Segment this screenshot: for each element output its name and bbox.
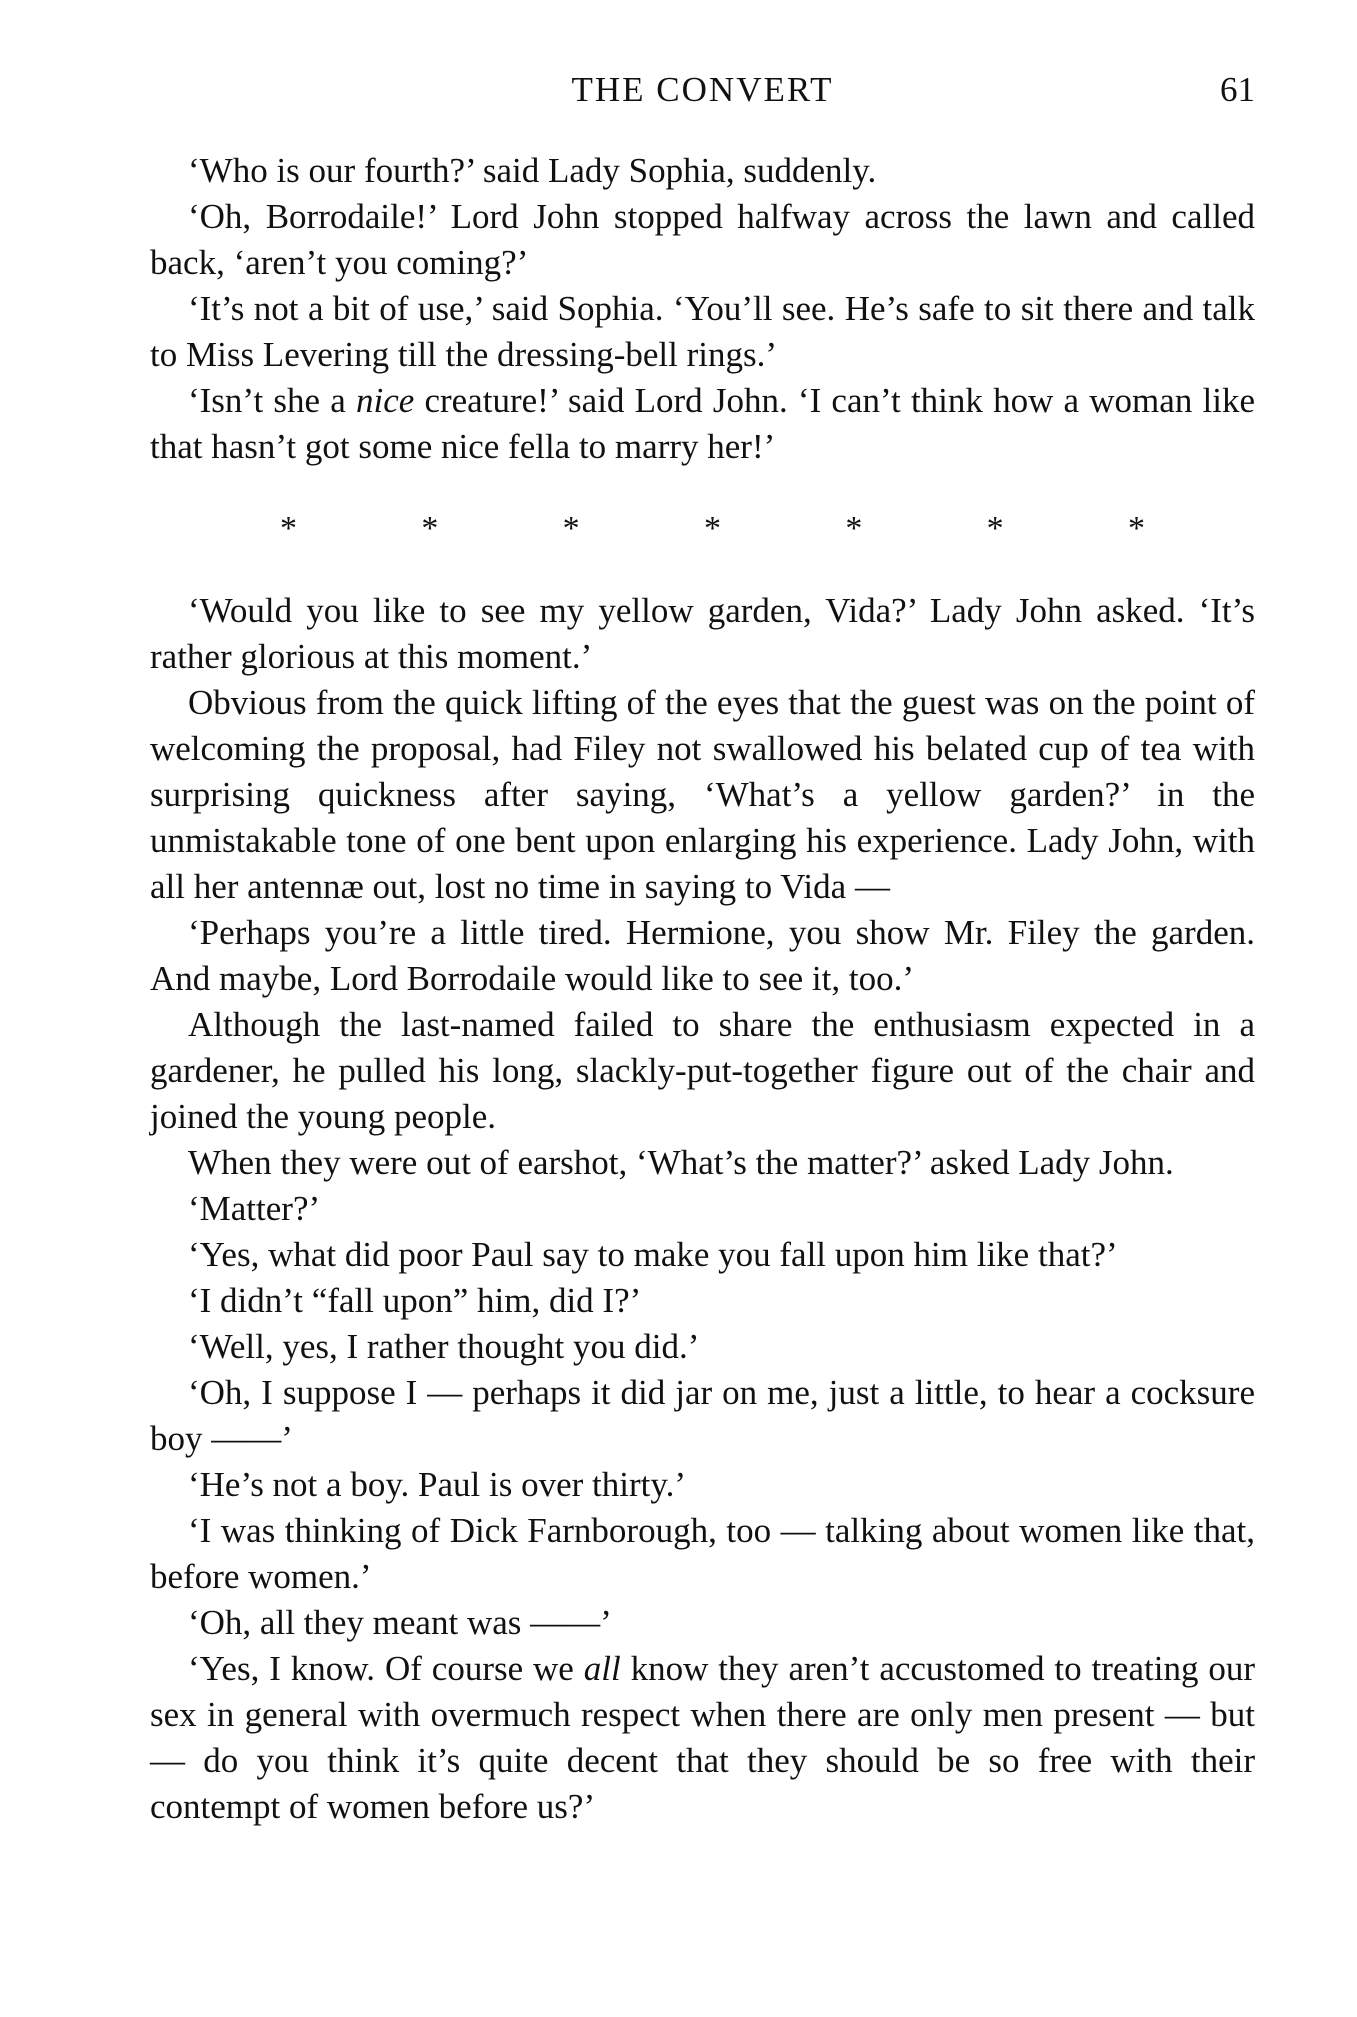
- paragraph-text: know they aren’t accustomed to treating our sex in general with overmuch respect when there are only men present — but — do you think it’s quite decent that they should be so free with their contempt of women before us?’: [150, 1649, 1256, 1826]
- asterisk: *: [986, 510, 1004, 547]
- paragraph: When they were out of earshot, ‘What’s the matter?’ asked Lady John.: [188, 1143, 1174, 1182]
- paragraph: ‘It’s not a bit of use,’ said Sophia. ‘You’ll see. He’s safe to sit there and talk to Miss Levering till the dressing-bell rings.’: [150, 289, 1255, 374]
- paragraph: ‘Oh, Borrodaile!’ Lord John stopped halfway across the lawn and called back, ‘aren’t you coming?’: [150, 197, 1255, 282]
- paragraph: ‘Who is our fourth?’ said Lady Sophia, suddenly.: [188, 151, 877, 190]
- italic-emphasis: nice: [355, 381, 415, 420]
- paragraph: Obvious from the quick lifting of the eyes that the guest was on the point of welcoming the proposal, had Filey not swallowed his belated cup of tea with surprising quickness after saying, ‘What’s a yellow garden?’ in the unmistakable tone of one bent upon enlarging his experience. Lady John, with all her antennæ out, lost no time in saying to Vida —: [150, 683, 1255, 906]
- asterisk: *: [280, 510, 297, 547]
- italic-emphasis: all: [583, 1649, 621, 1688]
- paragraph: ‘Matter?’: [188, 1189, 321, 1228]
- page-header: [150, 70, 1255, 130]
- paragraph: ‘Yes, what did poor Paul say to make you fall upon him like that?’: [188, 1235, 1118, 1274]
- section-break: [150, 512, 1255, 546]
- asterisk: *: [562, 510, 580, 547]
- paragraph: Although the last-named failed to share the enthusiasm expected in a gardener, he pulled his long, slackly-put-together figure out of the chair and joined the young people.: [150, 1005, 1255, 1136]
- paragraph: ‘I was thinking of Dick Farnborough, too — talking about women like that, before women.’: [150, 1511, 1255, 1596]
- paragraph: ‘Oh, all they meant was ——’: [188, 1603, 612, 1642]
- paragraph: ‘Would you like to see my yellow garden, Vida?’ Lady John asked. ‘It’s rather glorious at this moment.’: [150, 591, 1255, 676]
- paragraph: ‘Perhaps you’re a little tired. Hermione, you show Mr. Filey the garden. And maybe, Lord Borrodaile would like to see it, too.’: [150, 913, 1255, 998]
- paragraph-text: ‘Isn’t she a: [188, 381, 356, 420]
- running-head: THE CONVERT: [571, 70, 834, 109]
- asterisk: *: [845, 510, 863, 547]
- paragraph: ‘Well, yes, I rather thought you did.’: [188, 1327, 700, 1366]
- asterisk: *: [703, 510, 721, 547]
- paragraph-text: creature!’ said Lord John. ‘I can’t think how a woman like that hasn’t got some nice fella to marry her!’: [150, 381, 1256, 466]
- paragraph: ‘I didn’t “fall upon” him, did I?’: [188, 1281, 642, 1320]
- paragraph: ‘Oh, I suppose I — perhaps it did jar on me, just a little, to hear a cocksure boy ——’: [150, 1373, 1255, 1458]
- page-number: 61: [1220, 70, 1255, 109]
- paragraph: [150, 378, 1255, 470]
- paragraph: [150, 1646, 1255, 1830]
- asterisk: *: [421, 510, 439, 547]
- body-text: [150, 148, 1255, 1830]
- asterisk: *: [1127, 510, 1145, 547]
- paragraph-text: ‘Yes, I know. Of course we: [188, 1649, 584, 1688]
- paragraph: ‘He’s not a boy. Paul is over thirty.’: [188, 1465, 687, 1504]
- book-page: [150, 70, 1255, 1980]
